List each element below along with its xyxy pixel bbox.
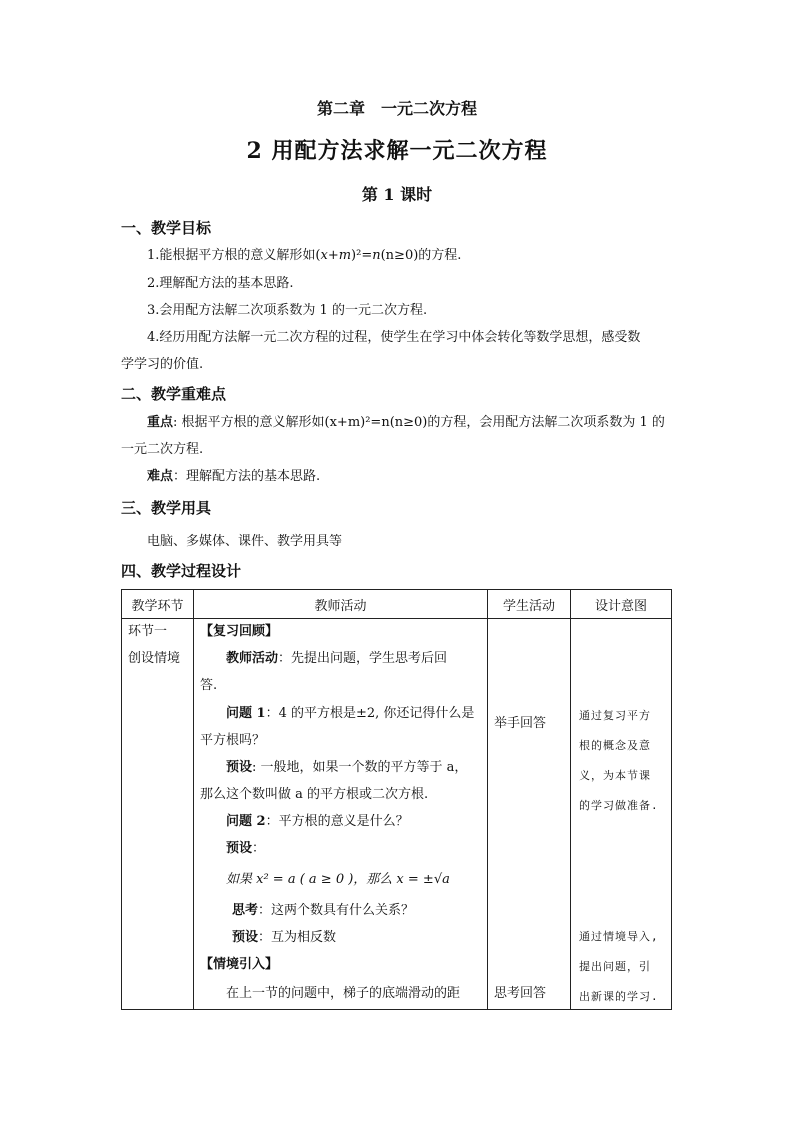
student-activity-2: 思考回答 — [494, 986, 547, 1001]
intent-cell — [571, 619, 672, 1010]
goal-4-line2: 学学习的价值. — [121, 357, 204, 372]
stage-label-2: 创设情境 — [128, 651, 181, 666]
preset1-line2: 那么这个数叫做 a 的平方根或二次方根. — [200, 787, 429, 802]
review-title: 【复习回顾】 — [200, 624, 279, 639]
section-heading-process: 四、教学过程设计 — [121, 562, 242, 580]
student-cell — [488, 619, 571, 1010]
goal-3: 3.会用配方法解二次项系数为 1 的一元二次方程. — [147, 303, 428, 318]
section-heading-keypoints: 二、教学重难点 — [121, 385, 227, 403]
table-header-teacher: 教师活动 — [194, 590, 488, 619]
table-header-intent: 设计意图 — [571, 590, 672, 619]
goal-4-line1: 4.经历用配方法解一元二次方程的过程，使学生在学习中体会转化等数学思想，感受数 — [147, 330, 641, 345]
question1-line2: 平方根吗？ — [200, 733, 266, 748]
formula: 如果 x² = a ( a ≥ 0 )，那么 x = ±√a — [226, 872, 450, 887]
student-activity-1: 举手回答 — [494, 716, 547, 731]
lesson-title: 第 1 课时 — [361, 185, 433, 204]
goal-2: 2.理解配方法的基本思路. — [147, 276, 294, 291]
teacher-activity-line2: 答. — [200, 678, 218, 693]
goal-1: 1.能根据平方根的意义解形如(x+m)²=n(n≥0)的方程. — [147, 248, 462, 263]
question2: 问题 2：平方根的意义是什么？ — [226, 814, 409, 829]
intro-title: 【情境引入】 — [200, 957, 279, 972]
preset2: 预设： — [226, 841, 266, 856]
intent-1: 通过复习平方 根的概念及意 义，为本节课 的学习做准备. — [579, 709, 659, 812]
preset3: 预设：互为相反数 — [232, 930, 337, 945]
section-heading-goals: 一、教学目标 — [121, 219, 212, 237]
teacher-cell — [194, 619, 488, 1010]
intent-2: 通过情境导入, 提出问题，引 出新课的学习. — [579, 930, 659, 1003]
table-header-stage: 教学环节 — [122, 590, 194, 619]
key-point-line2: 一元二次方程. — [121, 442, 204, 457]
difficult-point: 难点：理解配方法的基本思路. — [147, 469, 321, 484]
think: 思考：这两个数具有什么关系？ — [232, 903, 415, 918]
section-heading-tools: 三、教学用具 — [121, 499, 212, 517]
stage-cell — [122, 619, 194, 1010]
question1-line1: 问题 1：4 的平方根是±2, 你还记得什么是 — [226, 706, 475, 721]
table-header-student: 学生活动 — [488, 590, 571, 619]
tools-text: 电脑、多媒体、课件、教学用具等 — [147, 534, 343, 549]
key-point-line1: 重点: 根据平方根的意义解形如(x+m)²=n(n≥0)的方程，会用配方法解二次项系数为 1 的 — [147, 415, 665, 430]
stage-label-1: 环节一 — [128, 624, 168, 639]
process-table — [121, 589, 672, 1010]
chapter-title: 第二章 一元二次方程 — [316, 99, 477, 118]
teacher-activity-line1: 教师活动：先提出问题，学生思考后回 — [226, 651, 448, 666]
page-title: 2 用配方法求解一元二次方程 — [246, 138, 548, 164]
intro-text: 在上一节的问题中，梯子的底端滑动的距 — [226, 986, 461, 1001]
preset1-line1: 预设: 一般地，如果一个数的平方等于 a， — [226, 760, 468, 775]
